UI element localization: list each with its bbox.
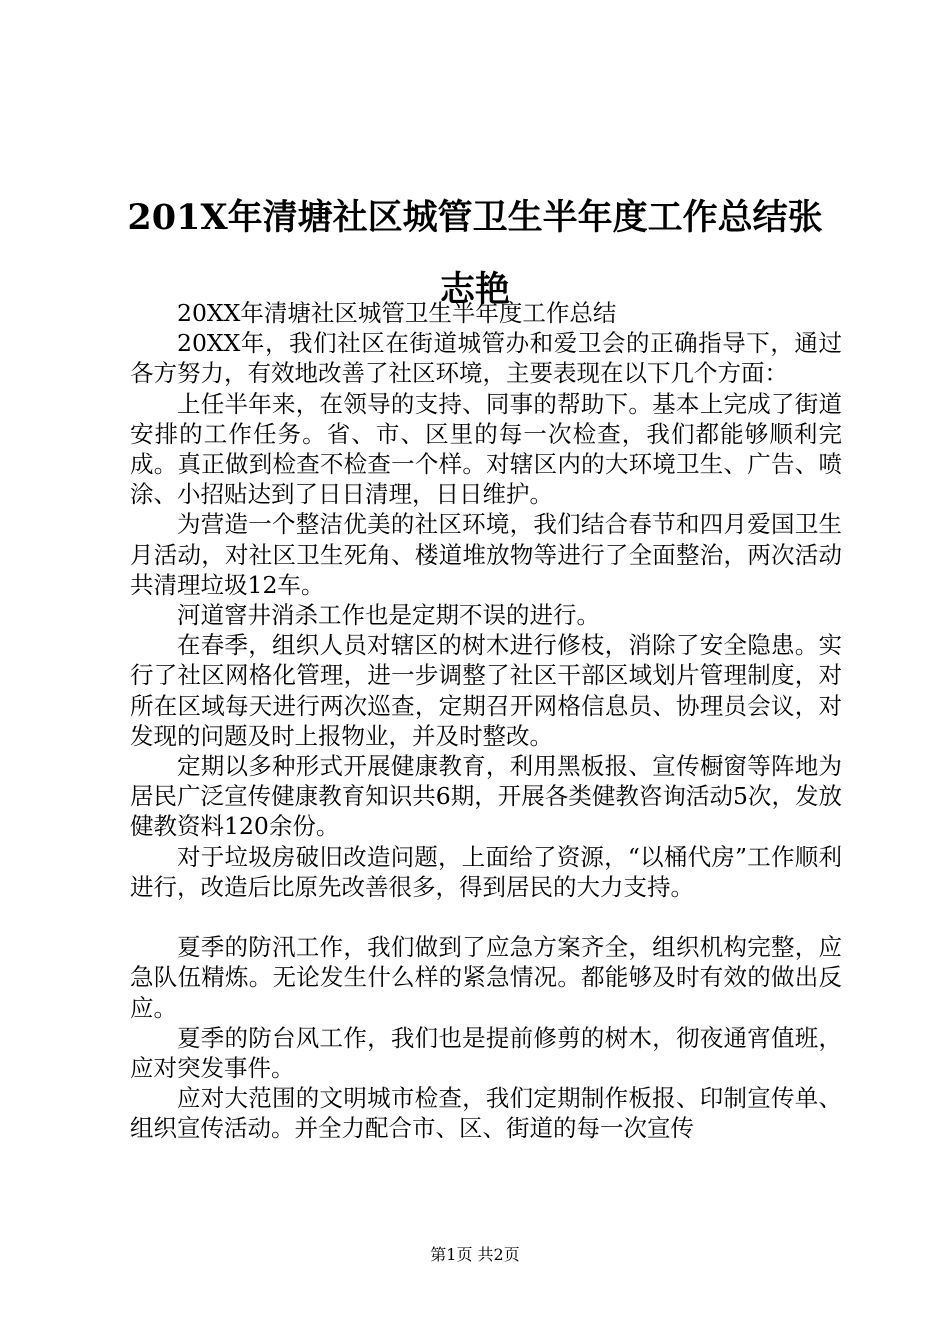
paragraph-civilized-city: 应对大范围的文明城市检查，我们定期制作板报、印制宣传单、组织宣传活动。并全力配合市、区、街道的每一次宣传 [130, 1084, 842, 1143]
paragraph-garbage-room: 对于垃圾房破旧改造问题，上面给了资源，“以桶代房”工作顺利进行，改造后比原先改善很多，得到居民的大力支持。 [130, 842, 842, 901]
paragraph-cleanup: 为营造一个整洁优美的社区环境，我们结合春节和四月爱国卫生月活动，对社区卫生死角、楼道堆放物等进行了全面整治，两次活动共清理垃圾12车。 [130, 510, 842, 599]
document-title: 201X年清塘社区城管卫生半年度工作总结张志艳 [127, 197, 823, 310]
page-footer: 第1页 共2页 [430, 1245, 520, 1264]
paragraph-health-education: 定期以多种形式开展健康教育，利用黑板报、宣传橱窗等阵地为居民广泛宣传健康教育知识共6期，开展各类健教咨询活动5次，发放健教资料120余份。 [130, 752, 842, 841]
paragraph-heading: 20XX年清塘社区城管卫生半年度工作总结 [177, 299, 617, 327]
document-body [130, 298, 842, 1144]
paragraph-river: 河道窨井消杀工作也是定期不误的进行。 [177, 601, 600, 630]
paragraph-intro: 20XX年，我们社区在街道城管办和爱卫会的正确指导下，通过各方努力，有效地改善了社区环境，主要表现在以下几个方面： [130, 329, 842, 388]
paragraph-spring: 在春季，组织人员对辖区的树木进行修枝，消除了安全隐患。实行了社区网格化管理，进一步调整了社区干部区域划片管理制度，对所在区域每天进行两次巡查，定期召开网格信息员、协理员会议，对发现的问题及时上报物业，并及时整改。 [130, 631, 842, 750]
paragraph-flood: 夏季的防汛工作，我们做到了应急方案齐全，组织机构完整，应急队伍精炼。无论发生什么样的紧急情况。都能够及时有效的做出反应。 [130, 933, 842, 1022]
blank-line [130, 902, 842, 932]
paragraph-overview: 上任半年来，在领导的支持、同事的帮助下。基本上完成了街道安排的工作任务。省、市、区里的每一次检查，我们都能够顺利完成。真正做到检查不检查一个样。对辖区内的大环境卫生、广告、喷涂、小招贴达到了日日清理，日日维护。 [130, 389, 842, 509]
paragraph-typhoon: 夏季的防台风工作，我们也是提前修剪的树木，彻夜通宵值班，应对突发事件。 [130, 1023, 842, 1083]
